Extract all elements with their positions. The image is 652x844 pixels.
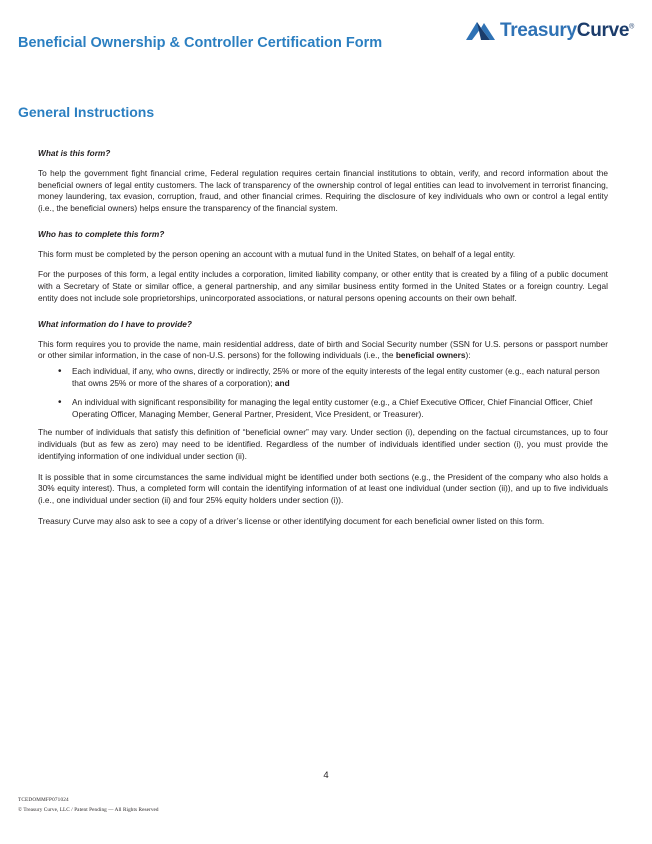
document-footer <box>18 796 159 816</box>
footer-document-code: TCEDOMMFP071024 <box>18 797 69 803</box>
question-who-completes: Who has to complete this form? <box>38 228 165 239</box>
instructions-body <box>38 148 608 537</box>
paragraph-number-of-individuals: The number of individuals that satisfy this definition of “beneficial owner” may vary. Under section (i), depending on the factual circumstances, up to four individuals (but as few as zero) may need to be identified. Regardless of the number of individuals identified under section (i), you must provide the identifying information of one individual under section (ii). <box>38 427 608 461</box>
logo-mark-icon <box>466 20 496 42</box>
required-info-text-pre: This form requires you to provide the name, main residential address, date of birth and Social Security number (SSN for U.S. persons or passport number or other similar information, in the case of non-U.S. persons) for the following individuals (i.e., the <box>38 338 608 361</box>
list-item <box>72 366 608 390</box>
treasurycurve-logo <box>466 18 634 44</box>
paragraph-overlap-scenarios: It is possible that in some circumstances the same individual might be identified under both sections (e.g., the President of the company who also holds a 30% equity interest). Thus, a completed form will contain the identifying information of at least one individual (under section (ii)), and up to five individuals (i.e., one individual under section (ii) and four 25% equity holders under section (i)). <box>38 471 608 506</box>
page-title: Beneficial Ownership & Controller Certification Form <box>18 35 383 51</box>
question-what-is-this-form: What is this form? <box>38 148 111 158</box>
bullet-control-text: An individual with significant responsibility for managing the legal entity customer (e.g., a Chief Executive Officer, Chief Financial Officer, Chief Operating Officer, Managing Member, General Partner, President, Vice President, or Treasurer). <box>72 396 593 419</box>
paragraph-what-is-this-form: To help the government fight financial crime, Federal regulation requires certain financial institutions to obtain, verify, and record information about the beneficial owners of legal entity customers. The lack of transparency of the ownership control of legal entities can lead to involvement in terrorist financing, money laundering, tax evasion, corruption, fraud, and other financial crimes. Requiring the disclosure of key individuals who own or control a legal entity (i.e., the beneficial owners) helps ensure the transparency of the financial system. <box>38 167 608 214</box>
paragraph-legal-entity-definition: For the purposes of this form, a legal entity includes a corporation, limited liability company, or other entity that is created by a filing of a public document with a Secretary of State or similar office, a general partnership, and any similar business entity formed in the United States or a foreign country. Legal entity does not include sole proprietorships, unincorporated associations, or natural persons opening accounts on their own behalf. <box>38 269 608 304</box>
page-number: 4 <box>323 770 329 781</box>
question-what-information: What information do I have to provide? <box>38 318 192 329</box>
logo-word-treasury: Treasury <box>499 20 577 41</box>
bullet-ownership-text: Each individual, if any, who owns, directly or indirectly, 25% or more of the equity interests of the legal entity customer (e.g., each natural person that owns 25% or more of the shares of a corporation); <box>72 366 600 388</box>
bullet-ownership-and: and <box>274 377 290 388</box>
paragraph-identification-document: Treasury Curve may also ask to see a copy of a driver’s license or other identifying document for each beneficial owner listed on this form. <box>38 515 545 526</box>
required-info-emphasis: beneficial owners <box>395 350 466 361</box>
beneficial-owner-criteria-list <box>38 366 608 420</box>
required-info-text-post: ): <box>465 350 471 361</box>
logo-registered-mark: ® <box>629 23 634 31</box>
paragraph-required-information <box>38 339 608 363</box>
footer-copyright: © Treasury Curve, LLC / Patent Pending — All Rights Reserved <box>18 806 159 813</box>
logo-word-curve: Curve <box>576 20 630 41</box>
logo-wordmark <box>500 20 634 42</box>
list-item <box>72 397 608 421</box>
section-heading-general-instructions: General Instructions <box>18 104 155 120</box>
paragraph-who-completes: This form must be completed by the person opening an account with a mutual fund in the United States, on behalf of a legal entity. <box>38 248 516 259</box>
